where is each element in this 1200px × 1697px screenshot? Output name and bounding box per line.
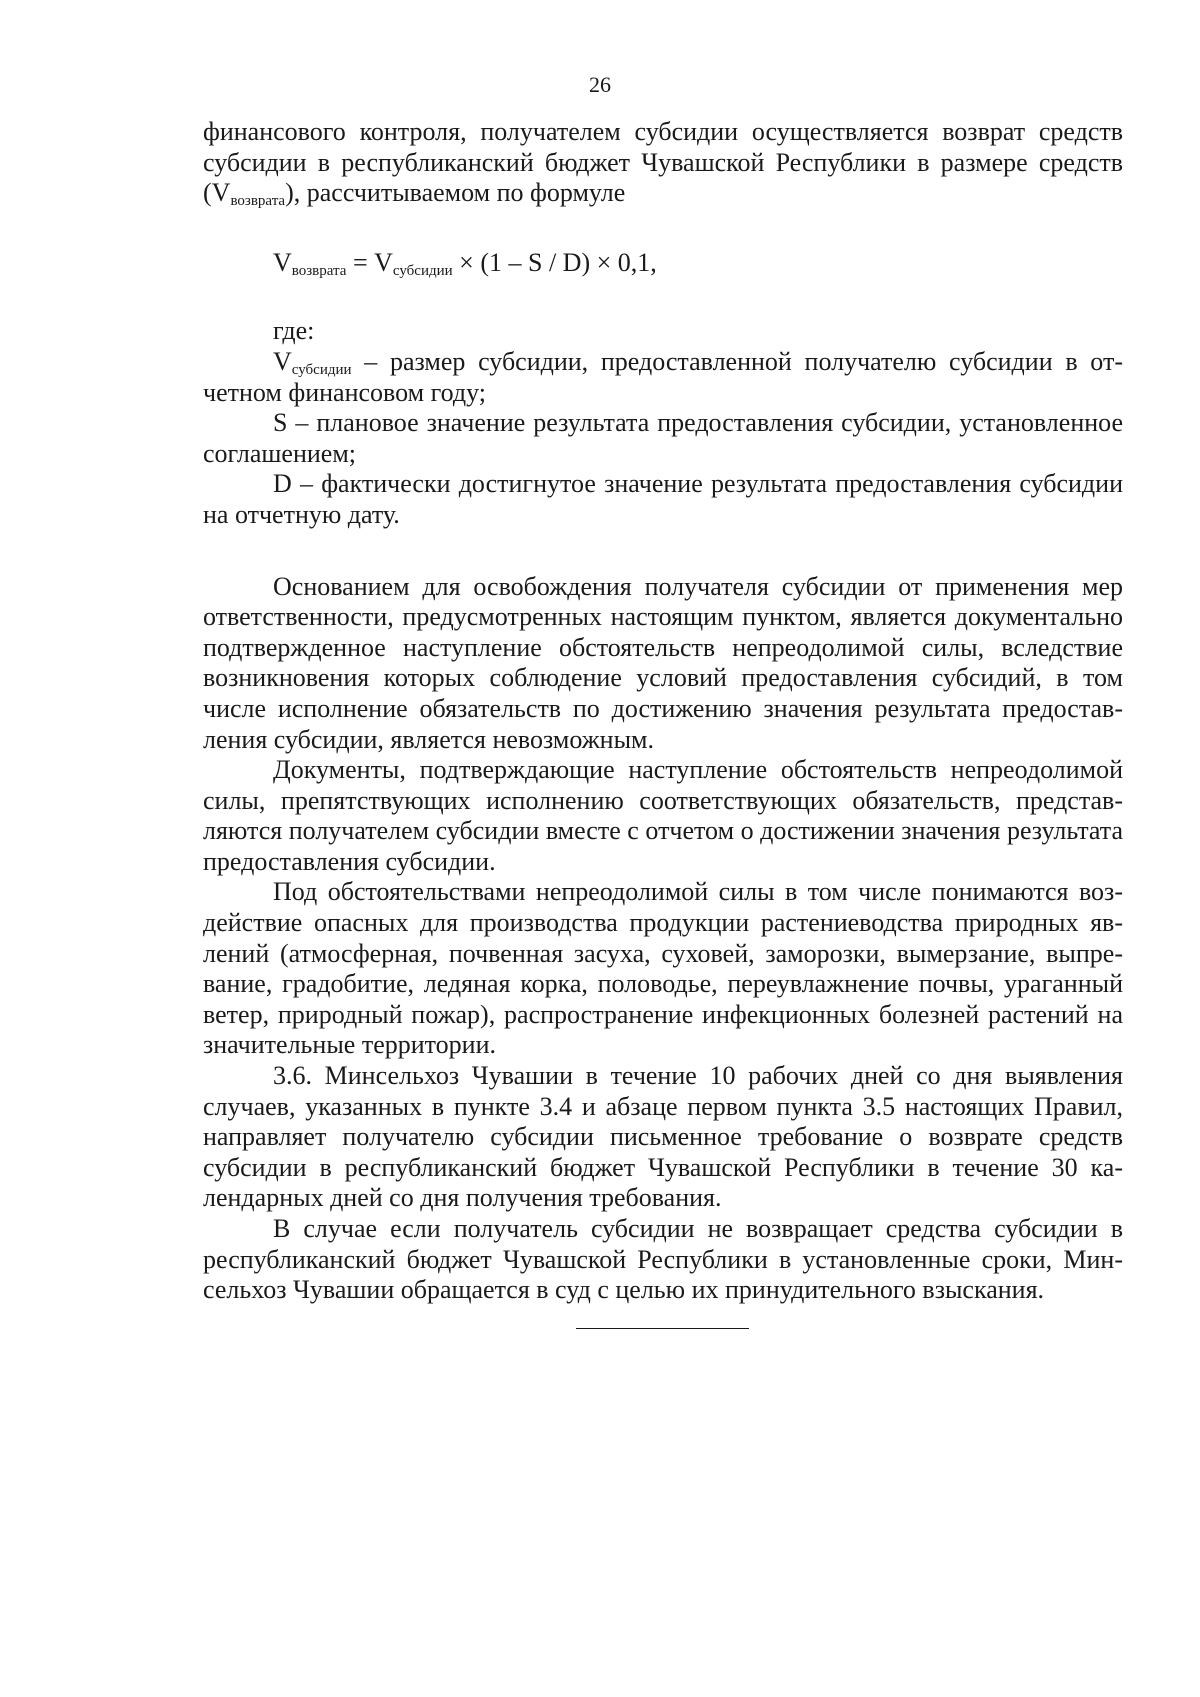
definition-v-symbol: V — [273, 346, 292, 376]
paragraph-force-majeure-definition: Под обстоятельствами непреодолимой силы в том числе понимаются воздействие опасных для производства продукции растениеводства природных явлений (атмосферная, почвенная засуха, суховей, заморозки, вымерзание, выпревание, градобитие, ледяная корка, половодье, переувлажнение почвы, ураганный ветер, природный пожар), распространение инфекционных болезней растений на значительные территории. — [203, 877, 1123, 1060]
definition-d: D – фактически достигнутое значение результата предоставления субсидии на отчетную дату. — [203, 469, 1123, 529]
paragraph-force-majeure-basis: Основанием для освобождения получателя субсидии от применения мер ответственности, предусмотренных настоящим пунктом, является документально подтвержденное наступление обстоятельств непреодолимой силы, вследствие возникновения которых соблюдение условий предоставления субсидий, в том числе исполнение обязательств по достижению значения результата предоставления субсидии, является невозможным. — [203, 571, 1123, 754]
formula-v2-subscript: субсидии — [392, 262, 453, 279]
formula-rest: × (1 – S / D) × 0,1, — [452, 247, 657, 277]
paragraph-court: В случае если получатель субсидии не возвращает средства субсидии в республиканский бюджет Чувашской Республики в установленные сроки, Минсельхоз Чувашии обращается в суд с целью их принудительного взыскания. — [203, 1214, 1123, 1305]
page-number: 26 — [589, 72, 611, 97]
end-divider — [576, 1328, 749, 1329]
definition-v — [203, 347, 1123, 408]
definition-s: S – плановое значение результата предоставления субсидии, установленное соглашением; — [203, 408, 1123, 468]
formula-v-subscript: возврата — [291, 262, 347, 279]
intro-text-end: ), рассчитываемом по формуле — [285, 178, 626, 208]
formula-equals: = — [346, 247, 375, 277]
definition-v-subscript: субсидии — [291, 361, 352, 378]
document-body — [203, 117, 1123, 1306]
definition-v-text: – размер субсидии, предоставленной получателю субсидии в отчетном финансовом году; — [203, 346, 1123, 407]
formula-v2: V — [374, 247, 393, 277]
paragraph-3-6: 3.6. Минсельхоз Чувашии в течение 10 рабочих дней со дня выявления случаев, указанных в пункте 3.4 и абзаце первом пункта 3.5 настоящих Правил, направляет получателю субсидии письменное требование о возврате средств субсидии в республиканский бюджет Чувашской Республики в течение 30 календарных дней со дня получения требования. — [203, 1061, 1123, 1213]
formula-v: V — [273, 247, 292, 277]
paragraph-documents: Документы, подтверждающие наступление обстоятельств непреодолимой силы, препятствующих исполнению соответствующих обязательств, представляются получателем субсидии вместе с отчетом о достижении значения результата предоставления субсидии. — [203, 755, 1123, 876]
intro-paragraph — [203, 117, 1123, 209]
intro-text-start: финансового контроля, получателем субсидии осуществляется возврат средств субсидии в республиканский бюджет Чувашской Республики в размере средств (V — [203, 117, 1123, 208]
where-label: где: — [273, 316, 315, 346]
intro-subscript: возврата — [230, 193, 286, 210]
formula — [203, 248, 1123, 279]
